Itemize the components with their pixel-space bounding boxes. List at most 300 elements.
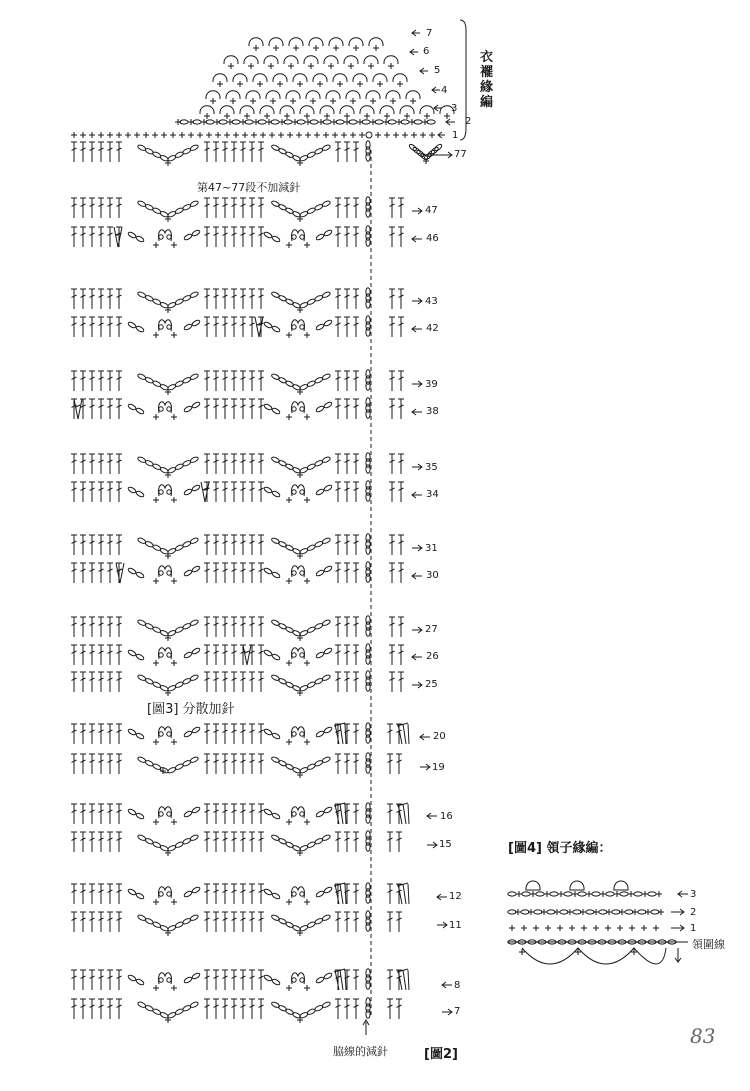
dc-symbol <box>80 672 86 692</box>
arch-symbol <box>420 106 434 114</box>
dc-symbol <box>71 912 77 932</box>
dc-symbol <box>240 482 246 502</box>
sc-symbol <box>314 132 320 138</box>
fig4-row-number: 3 <box>690 889 697 900</box>
main-row-number: 38 <box>426 406 439 417</box>
dc-symbol <box>240 535 246 555</box>
chain-symbol <box>366 815 370 823</box>
sc-symbol <box>143 132 149 138</box>
sc-symbol <box>288 63 294 69</box>
dc-symbol <box>98 227 104 247</box>
dc-symbol <box>89 535 95 555</box>
sc-symbol <box>614 891 620 897</box>
chain-symbol <box>271 892 280 900</box>
chain-symbol <box>322 1001 331 1008</box>
sc-symbol <box>153 497 159 503</box>
dc-symbol <box>344 563 350 583</box>
chain-symbol <box>300 325 304 329</box>
arch-symbol <box>206 91 220 99</box>
dc-symbol <box>204 563 210 583</box>
sc-symbol <box>171 332 177 338</box>
sc-symbol <box>304 332 310 338</box>
sc-symbol <box>179 132 185 138</box>
chain-symbol <box>366 895 370 903</box>
dc-symbol <box>107 999 113 1019</box>
arch-symbol <box>340 106 354 114</box>
dc-symbol <box>240 142 246 162</box>
sc-symbol <box>171 414 177 420</box>
hem-edging-label: 衣襬緣編 <box>480 50 494 110</box>
dc-symbol <box>344 672 350 692</box>
dc-symbol <box>398 482 404 502</box>
dc-symbol <box>335 289 341 309</box>
sc-symbol <box>350 98 356 104</box>
chain-symbol <box>508 910 516 914</box>
dc-symbol <box>89 317 95 337</box>
dc-symbol <box>222 563 228 583</box>
dc-symbol <box>80 912 86 932</box>
dc-symbol <box>353 645 359 665</box>
sc-symbol <box>71 132 77 138</box>
dc-symbol <box>71 317 77 337</box>
dc-symbol <box>71 970 77 990</box>
dc-symbol <box>258 454 264 474</box>
chain-symbol <box>271 571 280 579</box>
chain-symbol <box>135 812 144 820</box>
page-number: 83 <box>690 1024 716 1048</box>
chain-symbol <box>284 120 292 124</box>
chain-symbol <box>127 888 136 896</box>
chain-symbol <box>263 888 272 896</box>
sc-symbol <box>557 925 563 931</box>
dc-symbol <box>335 227 341 247</box>
dc-symbol <box>353 832 359 852</box>
dc-symbol <box>222 198 228 218</box>
dc-symbol <box>389 482 395 502</box>
dc-symbol <box>240 970 246 990</box>
dc-symbol <box>98 645 104 665</box>
chain-symbol <box>322 914 331 921</box>
dc-symbol <box>249 884 255 904</box>
chain-symbol <box>219 120 227 124</box>
dc-symbol <box>89 617 95 637</box>
chain-symbol <box>127 649 136 657</box>
chain-symbol <box>190 373 199 380</box>
sc-symbol <box>593 925 599 931</box>
dc-symbol <box>71 999 77 1019</box>
dc-symbol <box>353 289 359 309</box>
sc-symbol <box>153 739 159 745</box>
dc-symbol <box>240 198 246 218</box>
dc-symbol <box>353 563 359 583</box>
dc-symbol <box>116 142 122 162</box>
sc-symbol <box>153 985 159 991</box>
chain-symbol <box>300 407 304 411</box>
row-arrow <box>442 1009 452 1015</box>
dc-symbol <box>80 563 86 583</box>
dc-symbol <box>240 832 246 852</box>
dc-symbol <box>249 227 255 247</box>
dc-symbol <box>353 617 359 637</box>
row-arrow <box>412 30 420 36</box>
chain-symbol <box>322 456 331 463</box>
sc-symbol <box>224 132 230 138</box>
chain-symbol <box>634 892 642 896</box>
chain-symbol <box>508 892 516 896</box>
dc-symbol <box>116 535 122 555</box>
sc-symbol <box>161 132 167 138</box>
sc-symbol <box>273 45 279 51</box>
dc-symbol <box>213 289 219 309</box>
chain-symbol <box>292 978 296 982</box>
sc-symbol <box>293 45 299 51</box>
sc-symbol <box>444 113 450 119</box>
chain-symbol <box>366 382 370 390</box>
dc-symbol <box>344 317 350 337</box>
decrease-symbol <box>116 563 124 583</box>
dc-symbol <box>80 724 86 744</box>
sc-symbol <box>545 925 551 931</box>
dc-symbol <box>98 884 104 904</box>
arch-symbol <box>233 74 247 82</box>
sc-symbol <box>206 132 212 138</box>
sc-symbol <box>357 81 363 87</box>
main-row-number: 7 <box>454 1006 461 1017</box>
dc-symbol <box>398 617 404 637</box>
chain-symbol <box>651 910 659 914</box>
dc-symbol <box>353 482 359 502</box>
dc-symbol <box>80 198 86 218</box>
dc-symbol <box>98 804 104 824</box>
main-row-number: 39 <box>425 379 438 390</box>
chain-symbol <box>322 537 331 544</box>
figure4-title: [圖4] 領子緣編： <box>508 841 612 856</box>
chain-symbol <box>190 291 199 298</box>
chain-symbol <box>297 120 305 124</box>
chain-symbol <box>620 892 628 896</box>
dc-symbol <box>387 754 393 774</box>
dc-symbol <box>213 617 219 637</box>
arch-symbol <box>200 106 214 114</box>
sc-symbol <box>397 81 403 87</box>
dc-symbol <box>344 289 350 309</box>
chain-symbol <box>127 974 136 982</box>
arch-symbol <box>324 56 338 64</box>
dc-symbol <box>240 804 246 824</box>
dc-symbol <box>240 999 246 1019</box>
dc-symbol <box>213 454 219 474</box>
dc-symbol <box>71 832 77 852</box>
chain-symbol <box>167 407 171 411</box>
dc-symbol <box>249 454 255 474</box>
row-arrow <box>427 842 437 848</box>
chain-symbol <box>167 235 171 239</box>
chain-symbol <box>271 653 280 661</box>
dc-symbol <box>80 142 86 162</box>
sc-symbol <box>230 98 236 104</box>
sc-symbol <box>270 98 276 104</box>
sc-symbol <box>605 925 611 931</box>
chain-symbol <box>292 653 296 657</box>
decrease-symbol <box>201 482 209 502</box>
chain-symbol <box>263 808 272 816</box>
dc-symbol <box>80 832 86 852</box>
chain-symbol <box>167 732 171 736</box>
sc-symbol <box>297 81 303 87</box>
dc-symbol <box>98 999 104 1019</box>
sc-symbol <box>404 113 410 119</box>
chain-symbol <box>592 892 600 896</box>
dc-symbol <box>387 912 393 932</box>
dc-symbol <box>89 289 95 309</box>
sc-symbol <box>330 98 336 104</box>
dc-symbol <box>204 884 210 904</box>
dc-symbol <box>344 535 350 555</box>
sc-symbol <box>420 132 426 138</box>
dc-symbol <box>213 999 219 1019</box>
dc-symbol <box>258 970 264 990</box>
arch-symbol <box>244 56 258 64</box>
dc-symbol <box>389 371 395 391</box>
arch-symbol <box>289 38 303 46</box>
sc-symbol <box>304 899 310 905</box>
dc-symbol <box>204 289 210 309</box>
arch-symbol <box>304 56 318 64</box>
dc-symbol <box>335 317 341 337</box>
dc-symbol <box>116 617 122 637</box>
dc-symbol <box>249 617 255 637</box>
row-arrow <box>420 764 430 770</box>
chain-symbol <box>263 567 272 575</box>
chain-symbol <box>191 806 200 814</box>
dc-symbol <box>204 645 210 665</box>
arch-symbol <box>386 91 400 99</box>
chain-symbol <box>323 565 332 573</box>
dc-symbol <box>353 724 359 744</box>
sc-symbol <box>629 925 635 931</box>
figure3-caption: [圖3] 分散加針 <box>147 702 235 717</box>
chain-symbol <box>292 235 296 239</box>
dc-symbol <box>258 289 264 309</box>
sc-symbol <box>424 113 430 119</box>
chain-symbol <box>190 456 199 463</box>
dc-symbol <box>80 884 86 904</box>
chain-symbol <box>271 812 280 820</box>
top-row-number: 6 <box>423 46 430 57</box>
chain-symbol <box>167 812 171 816</box>
main-row-number: 31 <box>425 543 438 554</box>
dc-symbol <box>231 832 237 852</box>
chain-symbol <box>366 628 370 636</box>
dc-symbol <box>71 563 77 583</box>
dc-symbol <box>240 227 246 247</box>
chain-symbol <box>625 910 633 914</box>
dc-symbol <box>335 912 341 932</box>
sc-symbol <box>606 909 612 915</box>
sc-symbol <box>402 132 408 138</box>
dc-symbol <box>98 617 104 637</box>
dc-symbol <box>213 884 219 904</box>
dc-symbol <box>344 454 350 474</box>
sc-symbol <box>304 578 310 584</box>
chain-symbol <box>167 325 171 329</box>
dc-symbol <box>107 482 113 502</box>
dc-symbol <box>398 289 404 309</box>
dc-symbol <box>80 371 86 391</box>
main-row-number: 16 <box>440 811 453 822</box>
sc-symbol <box>284 113 290 119</box>
dc-symbol <box>344 399 350 419</box>
chain-symbol <box>366 132 372 138</box>
arch-symbol <box>366 91 380 99</box>
decrease-symbol <box>255 317 263 337</box>
dc-symbol <box>231 617 237 637</box>
chain-symbol <box>263 403 272 411</box>
arch-symbol <box>249 38 263 46</box>
sc-symbol <box>390 98 396 104</box>
dc-symbol <box>258 804 264 824</box>
sc-symbol <box>257 81 263 87</box>
chain-symbol <box>135 571 144 579</box>
arch-symbol <box>300 106 314 114</box>
sc-symbol <box>353 45 359 51</box>
chain-symbol <box>190 914 199 921</box>
chain-symbol <box>366 683 370 691</box>
chain-symbol <box>135 978 144 986</box>
chain-symbol <box>190 537 199 544</box>
dc-symbol <box>231 454 237 474</box>
chain-symbol <box>315 976 324 984</box>
chain-symbol <box>366 328 370 336</box>
main-row-number: 20 <box>433 731 446 742</box>
sc-symbol <box>134 132 140 138</box>
sc-symbol <box>530 891 536 897</box>
dc-symbol <box>389 317 395 337</box>
sc-symbol <box>324 113 330 119</box>
sc-symbol <box>171 899 177 905</box>
dc-symbol <box>98 970 104 990</box>
row-arrow <box>671 925 684 931</box>
chain-symbol <box>521 910 529 914</box>
chain-symbol <box>599 910 607 914</box>
chain-symbol <box>366 843 370 851</box>
dc-symbol <box>222 399 228 419</box>
arch-symbol <box>220 106 234 114</box>
row-arrow <box>427 813 437 819</box>
sc-symbol <box>572 891 578 897</box>
dc-symbol <box>231 482 237 502</box>
dc-symbol <box>249 970 255 990</box>
sc-symbol <box>153 819 159 825</box>
arch-symbol <box>313 74 327 82</box>
chain-symbol <box>300 490 304 494</box>
dc-symbol <box>398 645 404 665</box>
chain-symbol <box>167 571 171 575</box>
chain-symbol <box>322 144 331 151</box>
dc-symbol <box>80 645 86 665</box>
sc-symbol <box>364 113 370 119</box>
dc-symbol <box>98 317 104 337</box>
chain-symbol <box>271 978 280 986</box>
chain-symbol <box>135 653 144 661</box>
arch-symbol <box>333 74 347 82</box>
sc-symbol <box>171 242 177 248</box>
dc-symbol <box>398 672 404 692</box>
sc-symbol <box>304 113 310 119</box>
dc-symbol <box>116 999 122 1019</box>
chain-symbol <box>300 571 304 575</box>
chain-symbol <box>366 574 370 582</box>
picot-symbol <box>526 881 540 890</box>
chain-symbol <box>271 235 280 243</box>
dc-symbol <box>396 832 402 852</box>
chain-symbol <box>127 231 136 239</box>
chain-symbol <box>522 892 530 896</box>
picot-symbol <box>614 881 628 890</box>
chain-symbol <box>127 728 136 736</box>
arch-symbol <box>344 56 358 64</box>
sc-symbol <box>632 909 638 915</box>
chain-symbol <box>135 407 144 415</box>
dc-symbol <box>344 912 350 932</box>
dc-symbol <box>249 832 255 852</box>
chain-symbol <box>323 726 332 734</box>
dc-symbol <box>249 399 255 419</box>
dc-symbol <box>240 371 246 391</box>
sc-symbol <box>269 132 275 138</box>
arch-symbol <box>240 106 254 114</box>
dc-symbol <box>344 754 350 774</box>
sc-symbol <box>328 63 334 69</box>
row-arrow <box>412 236 422 242</box>
dc-symbol <box>89 371 95 391</box>
arch-symbol <box>320 106 334 114</box>
arch-symbol <box>246 91 260 99</box>
dc-symbol <box>89 970 95 990</box>
collar-arcs <box>522 948 666 964</box>
sc-symbol <box>370 98 376 104</box>
sc-symbol <box>188 132 194 138</box>
chain-symbol <box>292 407 296 411</box>
chain-symbol <box>300 978 304 982</box>
dc-symbol <box>116 754 122 774</box>
dc-symbol <box>231 399 237 419</box>
chain-symbol <box>167 892 171 896</box>
row-arrow <box>442 982 452 988</box>
sc-symbol <box>286 819 292 825</box>
row-arrow <box>412 627 422 633</box>
dc-symbol <box>222 317 228 337</box>
dc-symbol <box>353 454 359 474</box>
dc-symbol <box>249 563 255 583</box>
dc-symbol <box>222 227 228 247</box>
sc-symbol <box>215 132 221 138</box>
dc-symbol <box>240 912 246 932</box>
main-row-number: 30 <box>426 570 439 581</box>
dc-symbol <box>107 754 113 774</box>
chain-symbol <box>366 465 370 473</box>
chain-symbol <box>263 974 272 982</box>
sc-symbol <box>308 63 314 69</box>
dc-symbol <box>387 970 393 990</box>
sc-symbol <box>286 985 292 991</box>
dc-symbol <box>213 535 219 555</box>
chain-symbol <box>191 319 200 327</box>
dc-symbol <box>71 645 77 665</box>
arch-symbol <box>213 74 227 82</box>
slanted-increase-symbol <box>334 723 346 744</box>
dc-symbol <box>204 804 210 824</box>
